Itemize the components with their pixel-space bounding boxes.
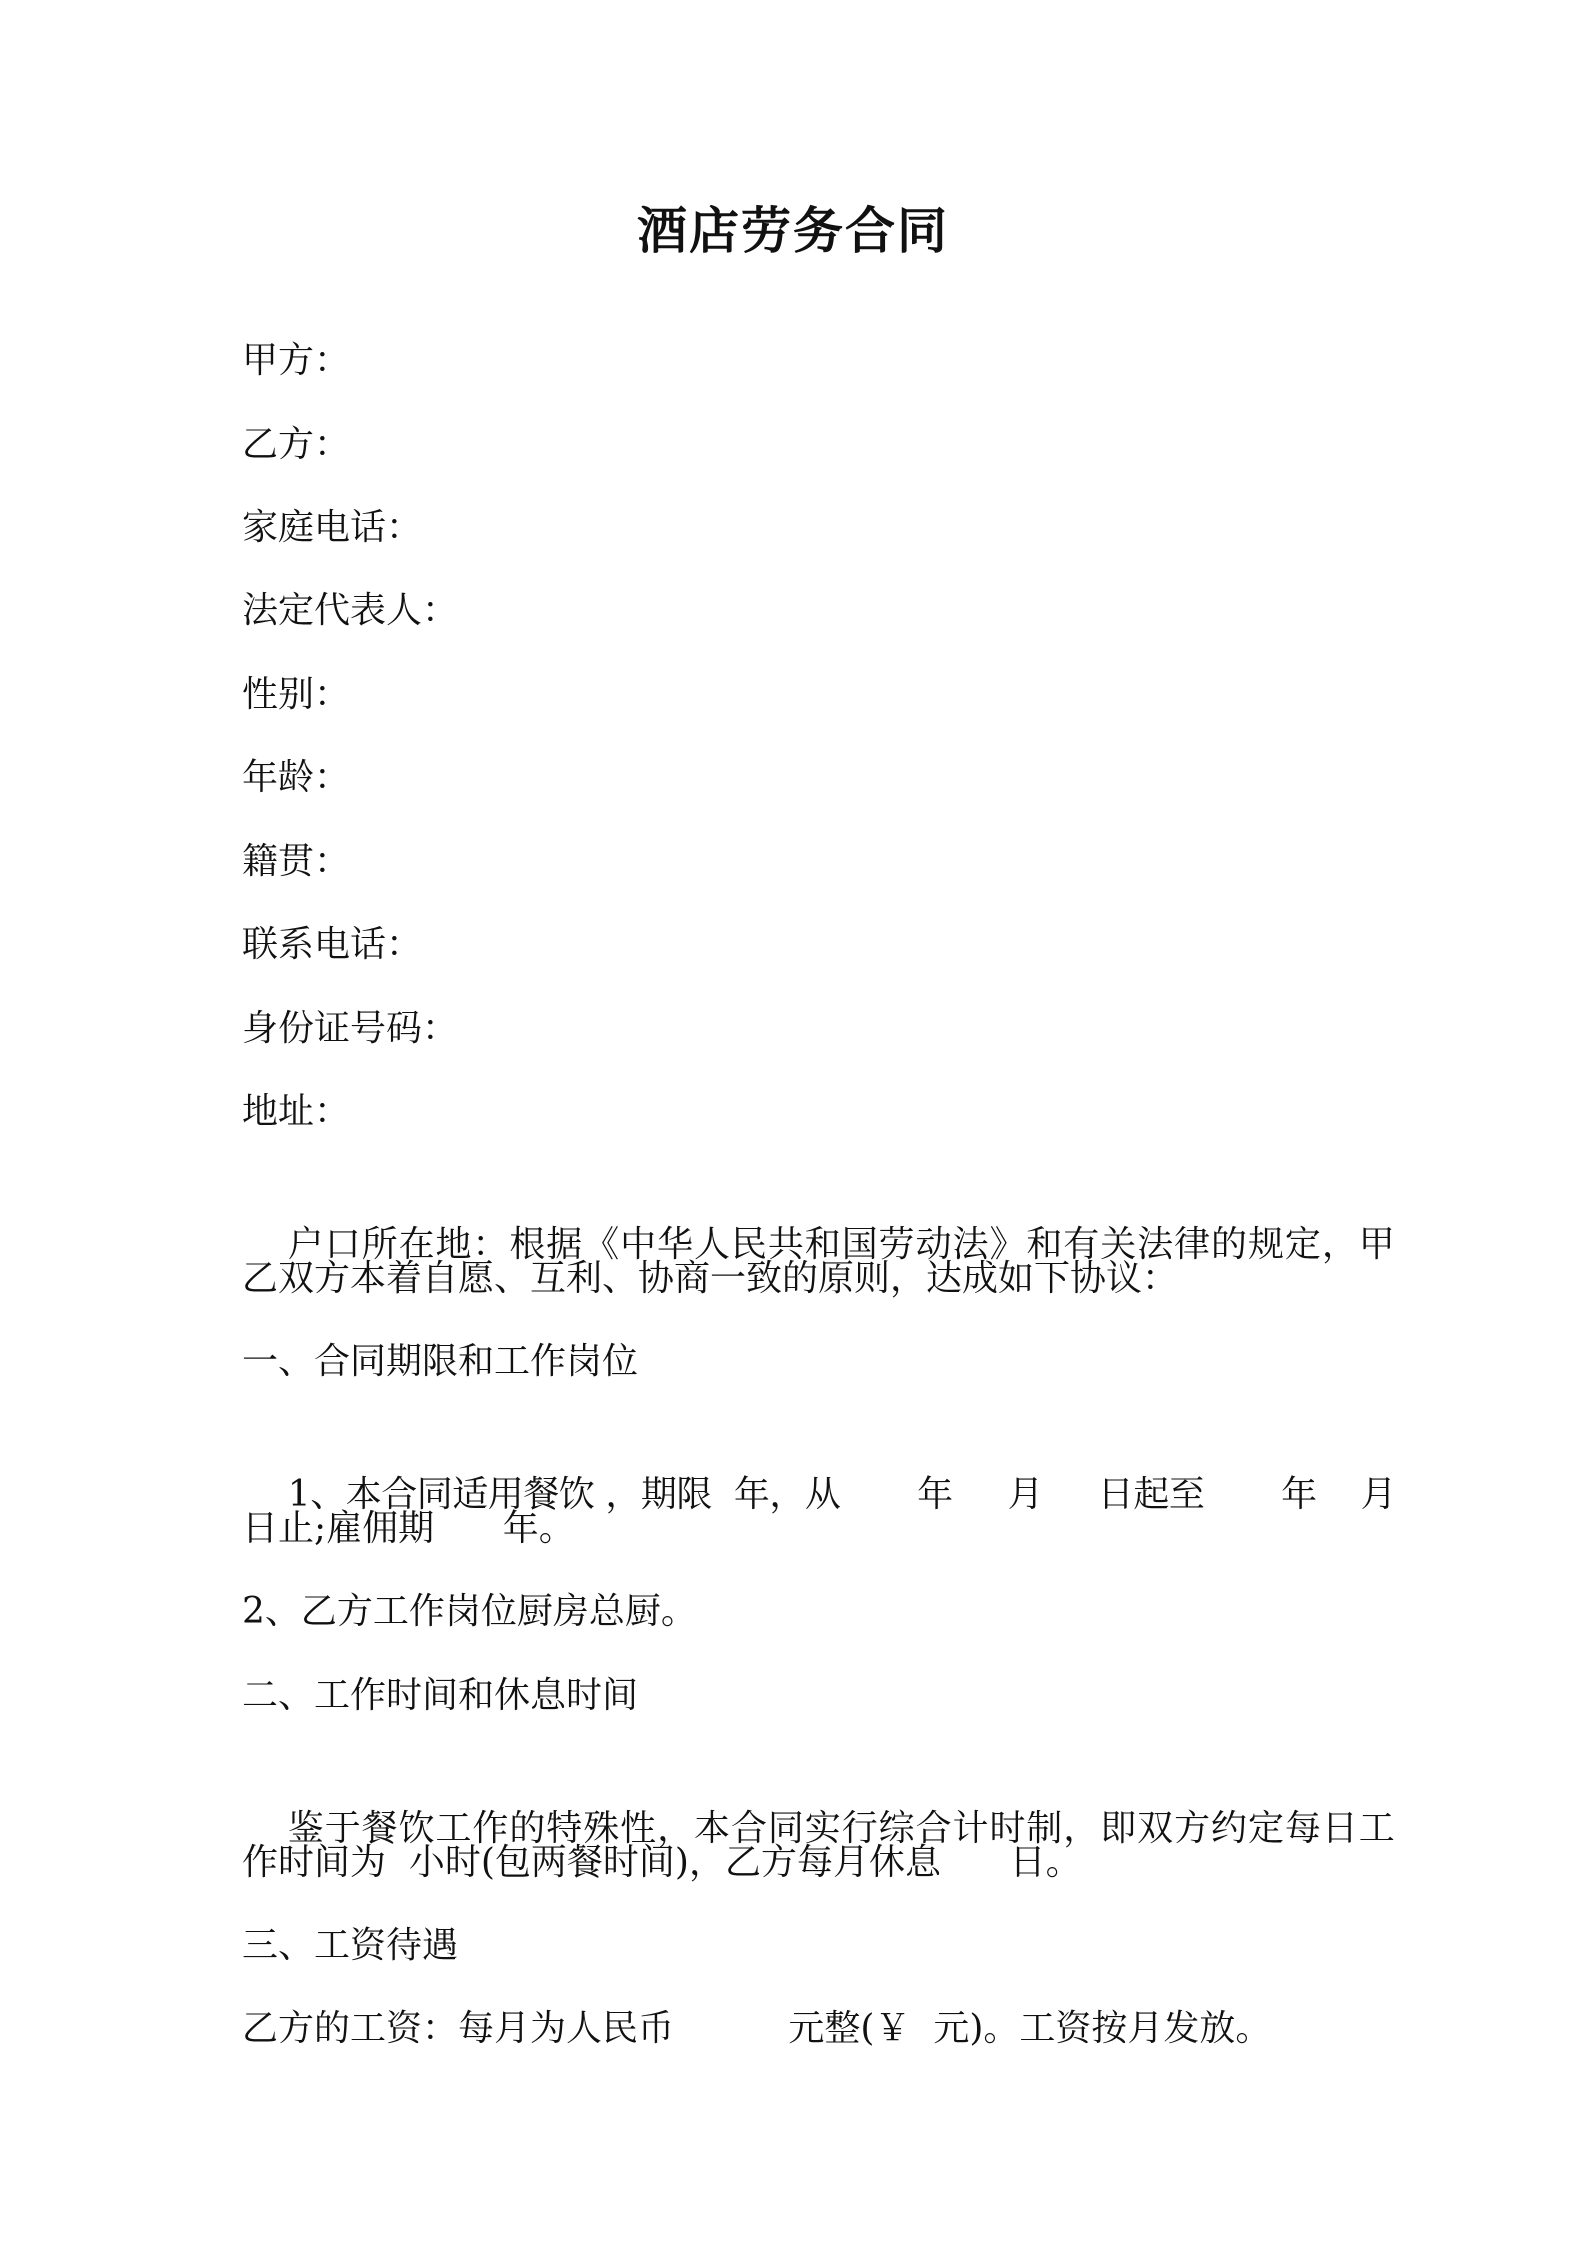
- clause-2: 2、乙方工作岗位厨房总厨。: [242, 1591, 697, 1632]
- field-contact-phone: 联系电话：: [242, 924, 423, 965]
- preamble-line-2: 乙双方本着自愿、互利、协商一致的原则，达成如下协议：: [242, 1258, 1179, 1299]
- section-heading-1: 一、合同期限和工作岗位: [242, 1341, 639, 1382]
- salary-line: 乙方的工资：每月为人民币 元整(￥ 元)。工资按月发放。: [242, 2008, 1272, 2049]
- clause-1-text-1: 1、本合同适用餐饮 ，期限 年，从 年 月 日起至 年 月: [287, 1474, 1396, 1515]
- clause-1-line-2: 日止;雇佣期 年。: [242, 1508, 575, 1549]
- field-party-a: 甲方：: [242, 340, 351, 381]
- document-title: 酒店劳务合同: [637, 201, 949, 260]
- field-home-phone: 家庭电话：: [242, 507, 423, 548]
- work-hours-line-2: 作时间为 小时(包两餐时间)，乙方每月休息 日。: [242, 1842, 1082, 1883]
- field-native-place: 籍贯：: [242, 841, 351, 882]
- field-age: 年龄：: [242, 757, 351, 798]
- field-party-b: 乙方：: [242, 424, 351, 465]
- section-heading-2: 二、工作时间和休息时间: [242, 1675, 639, 1716]
- field-address: 地址：: [242, 1091, 351, 1132]
- field-id-number: 身份证号码：: [242, 1008, 459, 1049]
- field-legal-representative: 法定代表人：: [242, 590, 459, 631]
- field-gender: 性别：: [242, 674, 351, 715]
- work-hours-text-1: 鉴于餐饮工作的特殊性，本合同实行综合计时制，即双方约定每日工: [287, 1808, 1396, 1849]
- preamble-text-1: 户口所在地：根据《中华人民共和国劳动法》和有关法律的规定，甲: [287, 1224, 1396, 1265]
- section-heading-3: 三、工资待遇: [242, 1925, 459, 1966]
